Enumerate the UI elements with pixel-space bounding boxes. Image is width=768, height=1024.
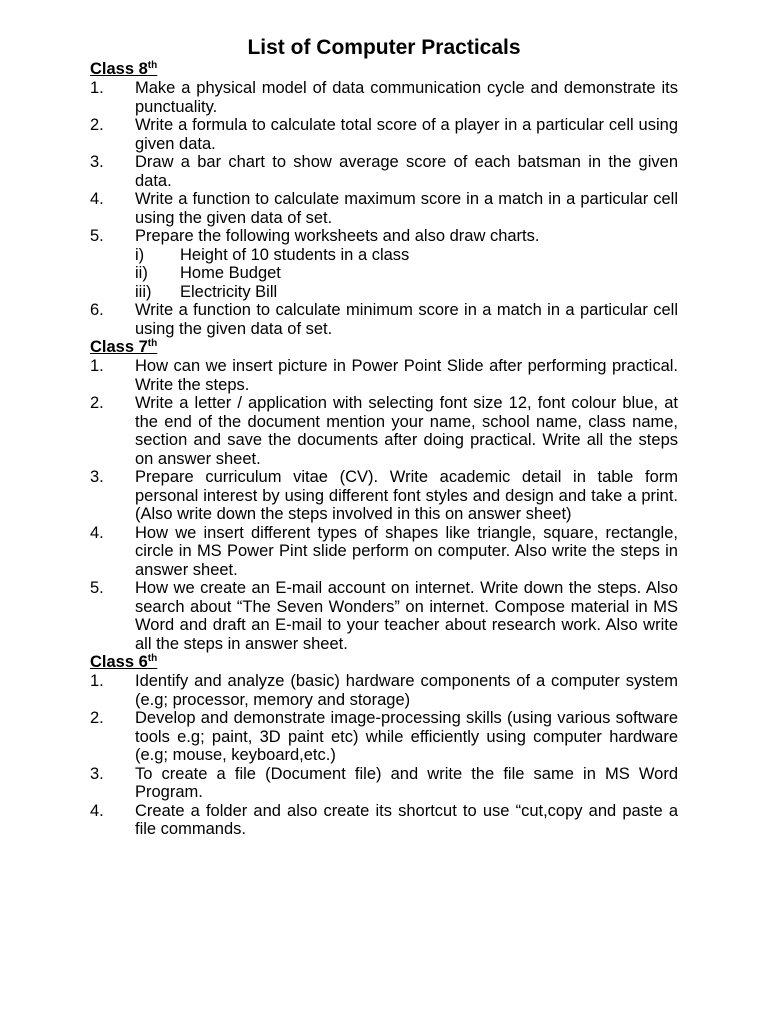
sub-list-item: ii) Home Budget [135, 264, 281, 282]
practical-list [90, 672, 678, 839]
section-class-8 [90, 60, 678, 338]
sub-list-item: i) Height of 10 students in a class [135, 245, 410, 264]
list-item: 5. How we create an E-mail account on internet. Write down the steps. Also search about “The Seven Wonders” on internet. Compose material in MS Word and draft an E-mail to your teacher about research work. Also write all the steps in answer sheet. [90, 579, 678, 653]
list-item: 4. How we insert different types of shapes like triangle, square, rectangle, circle in MS Power Pint slide perform on computer. Also write the steps in answer sheet. [90, 523, 678, 579]
document-title: List of Computer Practicals [247, 36, 521, 59]
worksheet-sublist [90, 246, 678, 302]
list-item: 3. Draw a bar chart to show average score of each batsman in the given data. [90, 153, 678, 190]
list-item: 1. Identify and analyze (basic) hardware components of a computer system (e.g; processor, memory and storage) [90, 672, 678, 709]
list-item: 1. Make a physical model of data communication cycle and demonstrate its punctuality. [90, 79, 678, 116]
sub-list-item: iii) Electricity Bill [135, 282, 278, 301]
list-item: 4. Write a function to calculate maximum score in a match in a particular cell using the given data of set. [90, 190, 678, 227]
list-item: 6. Write a function to calculate minimum score in a match in a particular cell using the given data of set. [90, 301, 678, 338]
list-item: 3. To create a file (Document file) and write the file same in MS Word Program. [90, 764, 678, 801]
list-item: 4. Create a folder and also create its shortcut to use “cut,copy and paste a file commands. [90, 801, 678, 838]
list-item: 2. Write a letter / application with selecting font size 12, font colour blue, at the end of the document mention your name, school name, class name, section and save the documents after doing practical. Write all the steps on answer sheet. [90, 394, 678, 468]
list-item: 3. Prepare curriculum vitae (CV). Write academic detail in table form personal interest by using different font styles and design and take a print. (Also write down the steps involved in this on answer sheet) [90, 468, 678, 523]
section-class-6 [90, 653, 678, 839]
list-item: 2. Write a formula to calculate total score of a player in a particular cell using given data. [90, 116, 678, 153]
section-heading: Class 7th [90, 338, 158, 356]
section-class-7 [90, 338, 678, 653]
practical-list [90, 357, 678, 653]
list-item: 2. Develop and demonstrate image-processing skills (using various software tools e.g; paint, 3D paint etc) while efficiently using computer hardware (e.g; mouse, keyboard,etc.) [90, 709, 678, 764]
list-item: 5. Prepare the following worksheets and also draw charts. [90, 227, 540, 245]
list-item: 1. How can we insert picture in Power Point Slide after performing practical. Write the steps. [90, 357, 678, 394]
practical-list [90, 79, 678, 338]
section-heading: Class 8th [90, 60, 158, 78]
section-heading: Class 6th [90, 653, 158, 671]
